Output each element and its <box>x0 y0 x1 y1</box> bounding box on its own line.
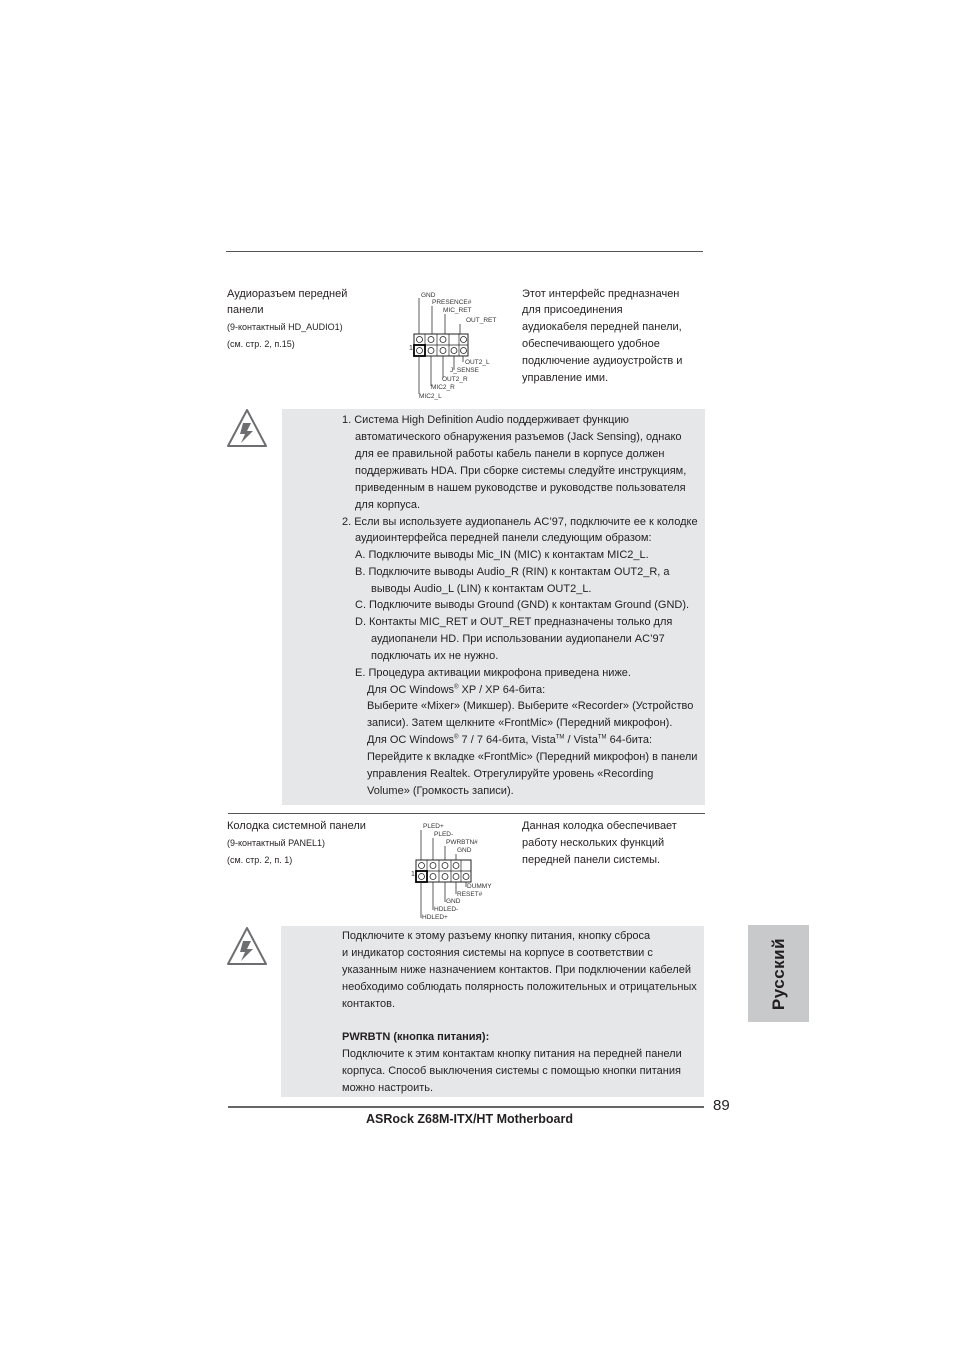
audio-note-line-9: A. Подключите выводы Mic_IN (MIC) к контактам MIC2_L. <box>355 549 649 561</box>
audio-spec: (9-контактный HD_AUDIO1) <box>227 322 343 332</box>
audio-note-line-3: для ее правильной работы кабель панели в корпусе должен <box>355 448 665 460</box>
panel-pin1-label: 1 <box>411 871 415 878</box>
audio-note-line-19: записи). Затем щелкните «FrontMic» (Передний микрофон). <box>367 717 673 729</box>
audio-note-line-4: поддерживать HDA. При сборке системы следуйте инструкциям, <box>355 465 687 477</box>
language-tab <box>748 925 809 1022</box>
audio-note-line-12: C. Подключите выводы Ground (GND) к контактам Ground (GND). <box>355 599 690 611</box>
audio-note-line-16: E. Процедура активации микрофона приведена ниже. <box>355 667 631 679</box>
audio-ref: (см. стр. 2, п.15) <box>227 339 295 349</box>
audio-pin-out-ret: OUT_RET <box>466 317 497 324</box>
audio-note-line-20: Для ОС Windows® 7 / 7 64-бита, Vista™ / Vista™ 64-бита: <box>367 734 653 746</box>
audio-desc-2: для присоединения <box>522 304 623 316</box>
panel-pin-gnd-1: GND <box>457 847 472 854</box>
panel-note-line-8: корпуса. Способ выключения системы с помощью кнопки питания <box>342 1065 681 1077</box>
panel-pin-hdled-minus: HDLED- <box>434 906 459 913</box>
panel-note-line-4: необходимо соблюдать полярность положительных и отрицательных <box>342 981 697 993</box>
audio-desc-1: Этот интерфейс предназначен <box>522 288 680 300</box>
panel-title: Колодка системной панели <box>227 820 366 832</box>
panel-desc-1: Данная колодка обеспечивает <box>522 820 677 832</box>
panel-pin-hdled-plus: HDLED+ <box>422 914 448 921</box>
audio-pin1-label: 1 <box>409 345 413 352</box>
audio-note-box <box>282 409 705 805</box>
audio-note-line-21: Перейдите к вкладке «FrontMic» (Передний микрофон) в панели <box>367 751 698 763</box>
audio-desc-6: управление ими. <box>522 372 609 384</box>
audio-pin-out2-l: OUT2_L <box>465 359 490 366</box>
panel-note-line-5: контактов. <box>342 998 396 1010</box>
panel-desc-3: передней панели системы. <box>522 854 661 866</box>
audio-note-line-14: аудиопанели HD. При использовании аудиопанели AC’97 <box>371 633 665 645</box>
audio-note-line-11: выводы Audio_L (LIN) к контактам OUT2_L. <box>371 583 592 595</box>
panel-pin-dummy: DUMMY <box>467 883 492 890</box>
panel-desc-2: работу нескольких функций <box>522 837 665 849</box>
audio-note-line-7: 2. Если вы используете аудиопанель AC’97, подключите ее к колодке <box>342 516 698 528</box>
audio-pin-mic2-l: MIC2_L <box>419 393 442 400</box>
audio-note-line-2: автоматического обнаружения разъемов (Jack Sensing), однако <box>355 431 682 443</box>
audio-note-line-1: 1. Система High Definition Audio поддерживает функцию <box>342 414 629 426</box>
pwrbtn-heading: PWRBTN (кнопка питания): <box>342 1031 490 1043</box>
audio-note-line-5: приведенным в нашем руководстве и руководстве пользователя <box>355 482 686 494</box>
warning-icon <box>226 925 268 967</box>
page-number: 89 <box>713 1097 730 1114</box>
audio-note-line-23: Volume» (Громкость записи). <box>367 785 514 797</box>
audio-title-line2: панели <box>227 304 264 316</box>
bottom-rule <box>228 1106 704 1108</box>
panel-note-line-9: можно настроить. <box>342 1082 434 1094</box>
panel-note-line-1: Подключите к этому разъему кнопку питания, кнопку сброса <box>342 930 651 942</box>
panel-note-line-2: и индикатор состояния системы на корпусе в соответствии с <box>342 947 653 959</box>
top-rule <box>226 251 703 252</box>
audio-desc-4: обеспечивающего удобное <box>522 338 660 350</box>
panel-pin-reset: RESET# <box>457 891 483 898</box>
audio-pin-out2-r: OUT2_R <box>442 376 468 383</box>
panel-pin-pled-minus: PLED- <box>434 831 454 838</box>
audio-note-line-18: Выберите «Mixer» (Микшер). Выберите «Recorder» (Устройство <box>367 700 694 712</box>
audio-note-line-17: Для ОС Windows® XP / XP 64-бита: <box>367 684 546 696</box>
audio-pin-mic-ret: MIC_RET <box>443 307 472 314</box>
warning-icon <box>226 407 268 449</box>
audio-pin-j-sense: J_SENSE <box>450 367 479 374</box>
audio-title-line1: Аудиоразъем передней <box>227 288 348 300</box>
audio-note-line-10: B. Подключите выводы Audio_R (RIN) к контактам OUT2_R, а <box>355 566 670 578</box>
audio-pin-presence: PRESENCE# <box>432 299 472 306</box>
audio-note-line-22: управления Realtek. Отрегулируйте уровень «Recording <box>367 768 654 780</box>
audio-pin-mic2-r: MIC2_R <box>431 384 455 391</box>
audio-note-line-8: аудиоинтерфейса передней панели следующим образом: <box>355 532 652 544</box>
panel-pin-pled-plus: PLED+ <box>423 823 444 830</box>
panel-ref: (см. стр. 2, п. 1) <box>227 855 293 865</box>
audio-note-line-6: для корпуса. <box>355 499 421 511</box>
audio-desc-5: подключение аудиоустройств и <box>522 355 683 367</box>
panel-note-line-7: Подключите к этим контактам кнопку питания на передней панели <box>342 1048 682 1060</box>
audio-desc-3: аудиокабеля передней панели, <box>522 321 682 333</box>
audio-note-line-15: подключать их не нужно. <box>371 650 499 662</box>
panel-spec: (9-контактный PANEL1) <box>227 838 326 848</box>
footer-product: ASRock Z68M-ITX/HT Motherboard <box>366 1112 573 1126</box>
section-divider <box>228 813 705 814</box>
audio-pin-gnd: GND <box>421 292 436 299</box>
panel-pin-gnd-2: GND <box>446 898 461 905</box>
panel-note-line-3: указанным ниже назначением контактов. При подключении кабелей <box>342 964 691 976</box>
panel-pin-pwrbtn: PWRBTN# <box>446 839 478 846</box>
language-tab-label: Русский <box>768 937 788 1010</box>
panel-note-box <box>281 926 704 1097</box>
audio-note-line-13: D. Контакты MIC_RET и OUT_RET предназначены только для <box>355 616 673 628</box>
